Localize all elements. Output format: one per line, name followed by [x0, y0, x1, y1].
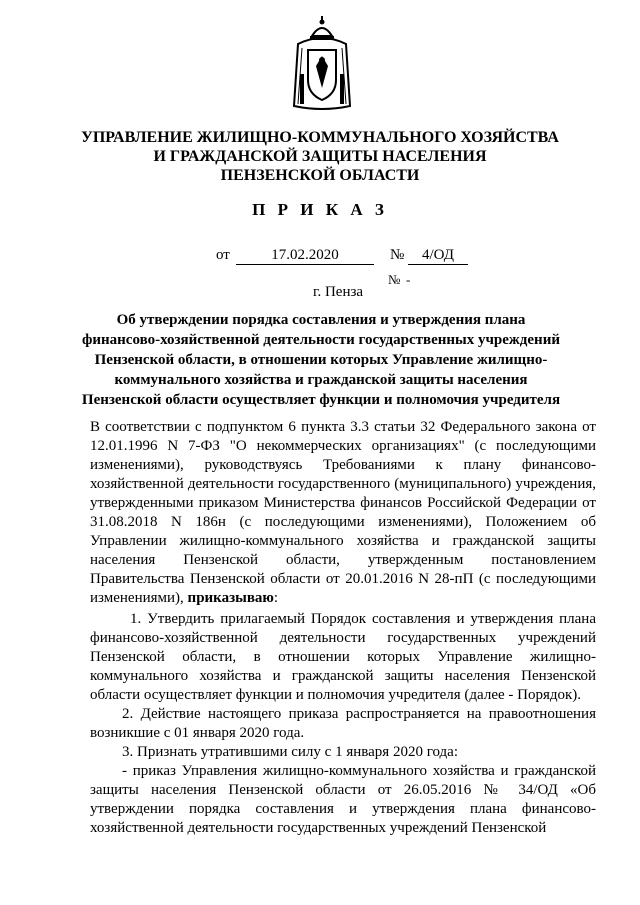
secondary-number-value: -: [406, 272, 411, 287]
date-label: от: [216, 247, 230, 263]
order-items: [90, 610, 596, 838]
item-3-sub-1: - приказ Управления жилищно-коммунального хозяйства и гражданской защиты населения Пензенской области от 26.05.2016 № 34/ОД «Об утверждении порядка составления и утверждения плана финансово-хозяйственной деятельности государственных учреждений Пензенской: [90, 763, 596, 836]
coat-of-arms-emblem: [290, 14, 354, 114]
organization-name-line1: УПРАВЛЕНИЕ ЖИЛИЩНО-КОММУНАЛЬНОГО ХОЗЯЙСТВА: [81, 129, 559, 146]
secondary-number-label: №: [388, 272, 401, 287]
city: г. Пенза: [313, 284, 364, 300]
preamble-end: :: [273, 590, 279, 606]
organization-name-line2: И ГРАЖДАНСКОЙ ЗАЩИТЫ НАСЕЛЕНИЯ: [153, 148, 487, 165]
order-number: 4/ОД: [408, 247, 468, 265]
number-label: №: [390, 247, 405, 263]
preamble: [90, 418, 596, 608]
document-title: П Р И К А З: [252, 200, 388, 219]
item-3: 3. Признать утратившими силу с 1 января 2020 года:: [122, 744, 458, 760]
item-1: 1. Утвердить прилагаемый Порядок составления и утверждения плана финансово-хозяйственной деятельности государственных учреждений Пензенской области, в отношении которых Управление жилищно-коммунального хозяйства и гражданской защиты населения Пензенской области осуществляет функции и полномочия учредителя (далее - Порядок).: [90, 611, 596, 703]
order-date: 17.02.2020: [236, 247, 374, 265]
preamble-keyword: приказываю: [187, 590, 274, 606]
organization-name-line3: ПЕНЗЕНСКОЙ ОБЛАСТИ: [220, 167, 420, 184]
order-subject: Об утверждении порядка составления и утверждения плана финансово-хозяйственной деятельности государственных учреждений Пензенской области, в отношении которых Управление жилищно-коммунального хозяйства и гражданской защиты населения Пензенской области осуществляет функции и полномочия учредителя: [81, 312, 561, 408]
preamble-text: В соответствии с подпунктом 6 пункта 3.3 статьи 32 Федерального закона от 12.01.1996 N 7-ФЗ "О некоммерческих организациях" (с последующими изменениями), руководствуясь Требованиями к плану финансово-хозяйственной деятельности государственного (муниципального) учреждения, утвержденными приказом Министерства финансов Российской Федерации от 31.08.2018 N 186н (с последующими изменениями), Положением об Управлении жилищно-коммунального хозяйства и гражданской защиты населения Пензенской области, утвержденным постановлением Правительства Пензенской области от 20.01.2016 N 28-пП (с последующими изменениями),: [90, 419, 596, 606]
item-2: 2. Действие настоящего приказа распространяется на правоотношения возникшие с 01 января 2020 года.: [90, 706, 596, 741]
